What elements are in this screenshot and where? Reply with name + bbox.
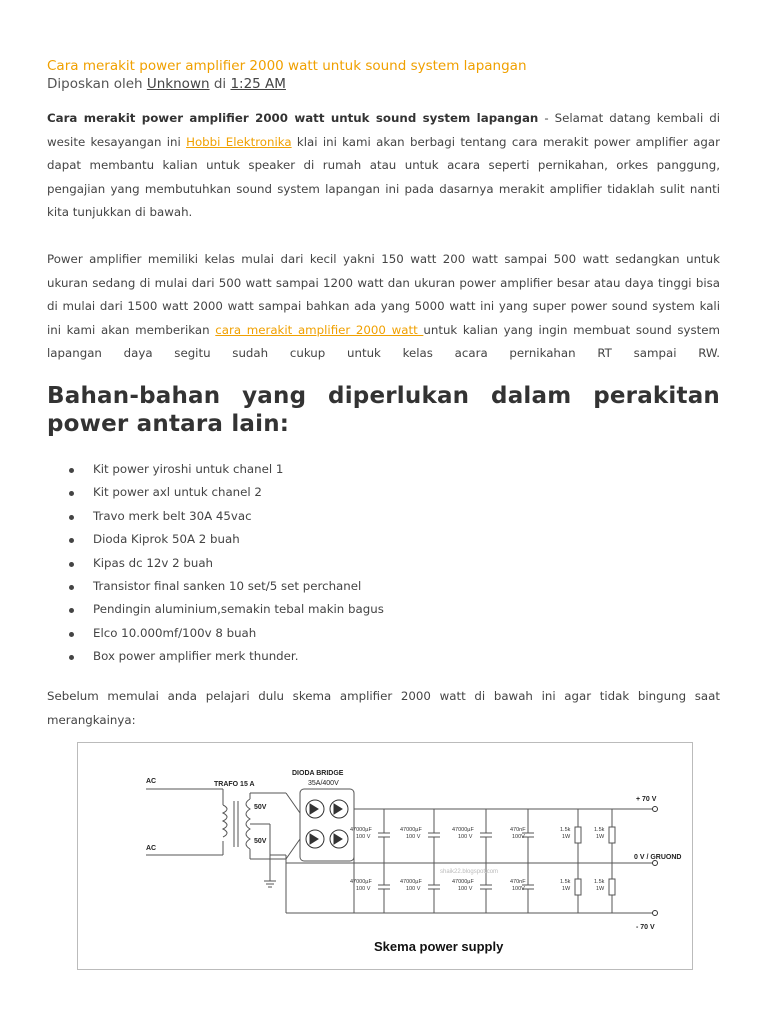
cap8-label: 470nF bbox=[510, 879, 526, 885]
cap6-volt: 100 V bbox=[406, 886, 421, 892]
cap3-volt: 100 V bbox=[458, 834, 473, 840]
cap5-label: 47000µF bbox=[350, 879, 372, 885]
res2-label: 1.5k bbox=[594, 827, 605, 833]
cap7-volt: 100 V bbox=[458, 886, 473, 892]
list-item bbox=[47, 458, 384, 481]
blog-link[interactable]: Hobbi Elektronika bbox=[186, 134, 292, 149]
res3-watt: 1W bbox=[562, 886, 571, 892]
res1-watt: 1W bbox=[562, 834, 571, 840]
bullet-icon bbox=[69, 468, 74, 473]
tap-top-label: 50V bbox=[254, 804, 267, 811]
bullet-icon bbox=[69, 491, 74, 496]
list-item-text: Box power amplifier merk thunder. bbox=[93, 649, 299, 664]
schematic-intro: Sebelum memulai anda pelajari dulu skema amplifier 2000 watt di bawah ini agar tidak bingung saat merangkainya: bbox=[47, 689, 720, 727]
list-item-text: Dioda Kiprok 50A 2 buah bbox=[93, 532, 240, 547]
list-item-text: Kit power yiroshi untuk chanel 1 bbox=[93, 462, 284, 476]
cap3-label: 47000µF bbox=[452, 827, 474, 833]
cap2-volt: 100 V bbox=[406, 834, 421, 840]
list-item bbox=[47, 575, 384, 598]
bullet-icon bbox=[69, 585, 74, 590]
intro-bold: Cara merakit power amplifier 2000 watt untuk sound system lapangan bbox=[47, 111, 539, 125]
intro-text-b: klai ini kami akan berbagi tentang cara merakit power amplifier agar dapat membantu kalian untuk speaker di rumah atau untuk acara seperti pernikahan, orkes panggung, pengajian yang membutuhkan sound system lapangan ini pada dasarnya merakit amplifier tidaklah sulit nanti kita tunjukkan di bawah. bbox=[47, 134, 720, 219]
res4-watt: 1W bbox=[596, 886, 605, 892]
bridge-rating: 35A/400V bbox=[308, 780, 339, 787]
schematic-image bbox=[77, 742, 693, 970]
v-neg-label: - 70 V bbox=[636, 924, 655, 931]
list-item-text: Elco 10.000mf/100v 8 buah bbox=[93, 625, 257, 640]
v-gnd-label: 0 V / GRUOND bbox=[634, 854, 682, 861]
cap4-volt: 100V bbox=[512, 834, 525, 840]
ac-top-label: AC bbox=[146, 778, 157, 785]
cap2-label: 47000µF bbox=[400, 827, 422, 833]
heading-line-2: power antara lain: bbox=[47, 411, 290, 437]
watermark: shaik22.blogspot.com bbox=[440, 869, 499, 875]
cap4-label: 470nF bbox=[510, 827, 526, 833]
bridge-label: DIODA BRIDGE bbox=[292, 770, 344, 777]
meta-mid: di bbox=[209, 76, 231, 92]
time-link[interactable]: 1:25 AM bbox=[230, 76, 286, 92]
schematic-caption: Skema power supply bbox=[374, 939, 504, 954]
bullet-icon bbox=[69, 562, 74, 567]
cap1-volt: 100 V bbox=[356, 834, 371, 840]
bullet-icon bbox=[69, 655, 74, 660]
cap5-volt: 100 V bbox=[356, 886, 371, 892]
res4-label: 1.5k bbox=[594, 879, 605, 885]
class-text-a: Power amplifier memiliki kelas mulai dari kecil yakni 150 watt 200 watt sampai 500 watt sedangkan untuk ukuran sedang di mulai dari 500 watt sampai 1200 watt dan ukuran power amplifier besar atau daya tinggi bisa di mulai dari 1500 watt 2000 watt sampai bahkan ada yang 5000 watt ini yang super power sound system kali ini kami akan memberikan bbox=[47, 252, 720, 337]
power-supply-schematic bbox=[78, 743, 692, 969]
tap-bottom-label: 50V bbox=[254, 838, 267, 845]
res3-label: 1.5k bbox=[560, 879, 571, 885]
cap8-volt: 100V bbox=[512, 886, 525, 892]
list-item-text: Travo merk belt 30A 45vac bbox=[93, 508, 252, 523]
list-item bbox=[47, 598, 384, 621]
cap6-label: 47000µF bbox=[400, 879, 422, 885]
heading-line-1: Bahan-bahan yang diperlukan dalam perakitan bbox=[47, 383, 720, 409]
intro-paragraph bbox=[47, 107, 720, 225]
list-item-text: Kit power axl untuk chanel 2 bbox=[93, 485, 262, 500]
bullet-icon bbox=[69, 632, 74, 637]
materials-list bbox=[47, 458, 384, 669]
res1-label: 1.5k bbox=[560, 827, 571, 833]
class-text-b: untuk kalian yang ingin membuat sound system lapangan daya segitu sudah cukup untuk kelas acara pernikahan RT sampai RW. bbox=[47, 322, 720, 360]
res2-watt: 1W bbox=[596, 834, 605, 840]
author-link[interactable]: Unknown bbox=[146, 76, 210, 92]
cap1-label: 47000µF bbox=[350, 827, 372, 833]
trafo-label: TRAFO 15 A bbox=[214, 781, 255, 788]
list-item-text: Kipas dc 12v 2 buah bbox=[93, 555, 214, 570]
cap7-label: 47000µF bbox=[452, 879, 474, 885]
bullet-icon bbox=[69, 515, 74, 520]
intro-text-a: - Selamat datang kembali di wesite kesayangan ini bbox=[47, 111, 721, 149]
bullet-icon bbox=[69, 608, 74, 613]
v-pos-label: + 70 V bbox=[636, 796, 657, 803]
bullet-icon bbox=[69, 538, 74, 543]
meta-prefix: Diposkan oleh bbox=[47, 76, 147, 92]
list-item bbox=[47, 622, 384, 645]
list-item bbox=[47, 645, 384, 668]
materials-heading bbox=[47, 382, 720, 438]
list-item-text: Transistor final sanken 10 set/5 set perchanel bbox=[93, 578, 362, 593]
article-link[interactable]: cara merakit amplifier 2000 watt bbox=[215, 322, 424, 337]
list-item bbox=[47, 528, 384, 551]
list-item bbox=[47, 552, 384, 575]
class-paragraph bbox=[47, 248, 720, 366]
list-item bbox=[47, 505, 384, 528]
list-item-text: Pendingin aluminium,semakin tebal makin bagus bbox=[93, 602, 384, 617]
ac-bottom-label: AC bbox=[146, 845, 157, 852]
post-title[interactable]: Cara merakit power amplifier 2000 watt untuk sound system lapangan bbox=[47, 58, 527, 74]
list-item bbox=[47, 481, 384, 504]
post-meta bbox=[47, 76, 286, 92]
